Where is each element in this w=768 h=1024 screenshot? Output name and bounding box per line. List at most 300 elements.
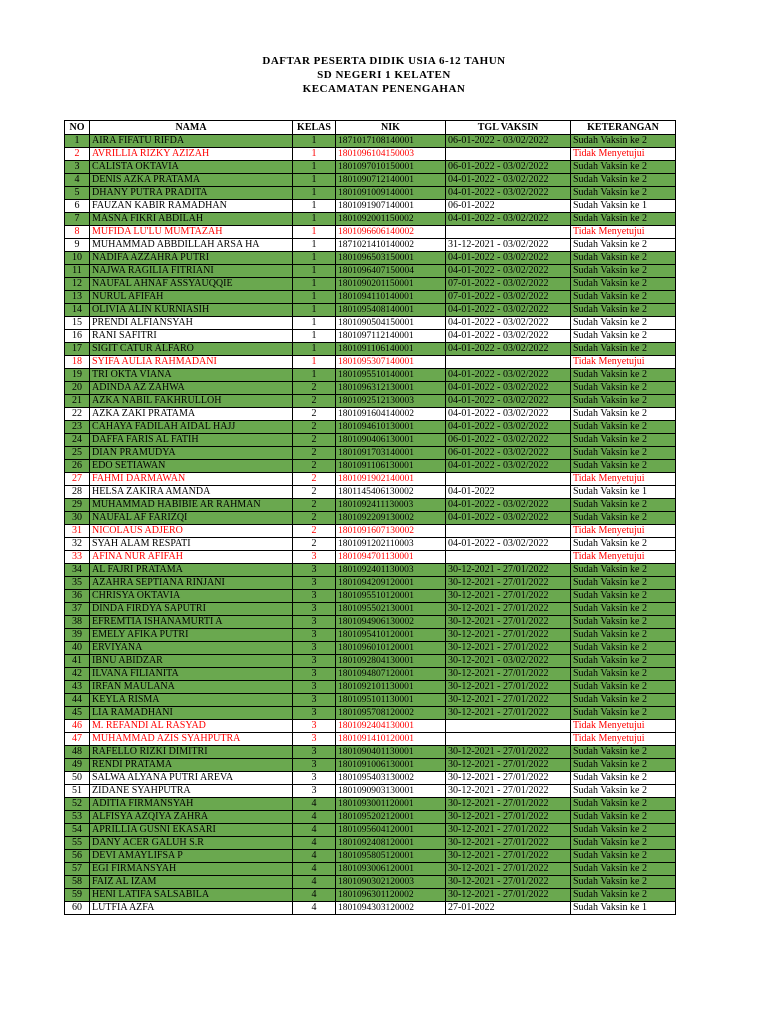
table-row bbox=[65, 512, 676, 525]
cell-nama: OLIVIA ALIN KURNIASIH bbox=[90, 304, 293, 317]
cell-nik: 1801095307140001 bbox=[336, 356, 446, 369]
cell-nik: 1801096312130001 bbox=[336, 382, 446, 395]
cell-nama: SYIFA AULIA RAHMADANI bbox=[90, 356, 293, 369]
cell-nama: LUTFIA AZFA bbox=[90, 902, 293, 915]
cell-nik: 1801096503150001 bbox=[336, 252, 446, 265]
cell-nama: NICOLAUS ADJERO bbox=[90, 525, 293, 538]
cell-keterangan: Sudah Vaksin ke 2 bbox=[571, 759, 676, 772]
cell-keterangan: Sudah Vaksin ke 2 bbox=[571, 772, 676, 785]
cell-keterangan: Sudah Vaksin ke 1 bbox=[571, 902, 676, 915]
cell-keterangan: Tidak Menyetujui bbox=[571, 226, 676, 239]
cell-nik: 1801091410120001 bbox=[336, 733, 446, 746]
cell-no: 58 bbox=[65, 876, 90, 889]
cell-tgl-vaksin: 04-01-2022 - 03/02/2022 bbox=[446, 395, 571, 408]
cell-tgl-vaksin: 30-12-2021 - 03/02/2022 bbox=[446, 655, 571, 668]
table-row bbox=[65, 265, 676, 278]
cell-keterangan: Sudah Vaksin ke 2 bbox=[571, 538, 676, 551]
cell-no: 28 bbox=[65, 486, 90, 499]
cell-no: 20 bbox=[65, 382, 90, 395]
cell-nama: NAUFAL AF FARIZQI bbox=[90, 512, 293, 525]
cell-keterangan: Sudah Vaksin ke 2 bbox=[571, 564, 676, 577]
cell-nik: 1801094209120001 bbox=[336, 577, 446, 590]
cell-tgl-vaksin: 04-01-2022 bbox=[446, 486, 571, 499]
cell-keterangan: Sudah Vaksin ke 2 bbox=[571, 850, 676, 863]
cell-tgl-vaksin: 06-01-2022 - 03/02/2022 bbox=[446, 447, 571, 460]
cell-nik: 1801092512130003 bbox=[336, 395, 446, 408]
cell-tgl-vaksin: 30-12-2021 - 27/01/2022 bbox=[446, 889, 571, 902]
table-row bbox=[65, 863, 676, 876]
cell-keterangan: Tidak Menyetujui bbox=[571, 356, 676, 369]
table-row bbox=[65, 889, 676, 902]
cell-no: 2 bbox=[65, 148, 90, 161]
cell-kelas: 3 bbox=[293, 681, 336, 694]
cell-tgl-vaksin: 07-01-2022 - 03/02/2022 bbox=[446, 278, 571, 291]
cell-kelas: 2 bbox=[293, 499, 336, 512]
cell-nama: IRFAN MAULANA bbox=[90, 681, 293, 694]
cell-nik: 1801090302120003 bbox=[336, 876, 446, 889]
cell-kelas: 2 bbox=[293, 512, 336, 525]
cell-keterangan: Sudah Vaksin ke 2 bbox=[571, 278, 676, 291]
col-header-no: NO bbox=[65, 121, 90, 135]
table-row bbox=[65, 707, 676, 720]
cell-tgl-vaksin: 04-01-2022 - 03/02/2022 bbox=[446, 213, 571, 226]
cell-keterangan: Sudah Vaksin ke 2 bbox=[571, 603, 676, 616]
cell-nik: 1801091006130001 bbox=[336, 759, 446, 772]
cell-nik: 1871017108140001 bbox=[336, 135, 446, 148]
cell-tgl-vaksin: 30-12-2021 - 27/01/2022 bbox=[446, 694, 571, 707]
cell-tgl-vaksin: 04-01-2022 - 03/02/2022 bbox=[446, 538, 571, 551]
cell-nama: MUHAMMAD HABIBIE AR RAHMAN bbox=[90, 499, 293, 512]
cell-kelas: 2 bbox=[293, 447, 336, 460]
cell-no: 1 bbox=[65, 135, 90, 148]
cell-keterangan: Sudah Vaksin ke 2 bbox=[571, 512, 676, 525]
cell-nama: AZAHRA SEPTIANA RINJANI bbox=[90, 577, 293, 590]
col-header-tgl-vaksin: TGL VAKSIN bbox=[446, 121, 571, 135]
table-row bbox=[65, 161, 676, 174]
cell-keterangan: Sudah Vaksin ke 2 bbox=[571, 395, 676, 408]
cell-no: 34 bbox=[65, 564, 90, 577]
cell-keterangan: Sudah Vaksin ke 2 bbox=[571, 291, 676, 304]
cell-nik: 1801094610130001 bbox=[336, 421, 446, 434]
cell-nik: 1801096407150004 bbox=[336, 265, 446, 278]
table-row bbox=[65, 759, 676, 772]
table-row bbox=[65, 603, 676, 616]
cell-kelas: 1 bbox=[293, 174, 336, 187]
table-row bbox=[65, 629, 676, 642]
cell-no: 59 bbox=[65, 889, 90, 902]
cell-kelas: 3 bbox=[293, 668, 336, 681]
table-row bbox=[65, 746, 676, 759]
cell-keterangan: Sudah Vaksin ke 2 bbox=[571, 590, 676, 603]
cell-no: 4 bbox=[65, 174, 90, 187]
table-row bbox=[65, 408, 676, 421]
cell-no: 49 bbox=[65, 759, 90, 772]
cell-kelas: 3 bbox=[293, 603, 336, 616]
cell-tgl-vaksin: 04-01-2022 - 03/02/2022 bbox=[446, 304, 571, 317]
table-row bbox=[65, 447, 676, 460]
cell-nama: AIRA FIFATU RIFDA bbox=[90, 135, 293, 148]
cell-nik: 1801095502130001 bbox=[336, 603, 446, 616]
table-row bbox=[65, 239, 676, 252]
cell-nik: 1801092101130001 bbox=[336, 681, 446, 694]
cell-tgl-vaksin: 30-12-2021 - 27/01/2022 bbox=[446, 876, 571, 889]
cell-kelas: 1 bbox=[293, 291, 336, 304]
cell-no: 33 bbox=[65, 551, 90, 564]
cell-kelas: 1 bbox=[293, 343, 336, 356]
participant-table bbox=[64, 120, 676, 915]
cell-keterangan: Sudah Vaksin ke 2 bbox=[571, 304, 676, 317]
cell-tgl-vaksin: 04-01-2022 - 03/02/2022 bbox=[446, 408, 571, 421]
cell-nik: 1801093001120001 bbox=[336, 798, 446, 811]
cell-no: 18 bbox=[65, 356, 90, 369]
col-header-keterangan: KETERANGAN bbox=[571, 121, 676, 135]
cell-tgl-vaksin: 04-01-2022 - 03/02/2022 bbox=[446, 187, 571, 200]
cell-kelas: 3 bbox=[293, 551, 336, 564]
cell-kelas: 3 bbox=[293, 772, 336, 785]
cell-keterangan: Sudah Vaksin ke 2 bbox=[571, 694, 676, 707]
cell-no: 51 bbox=[65, 785, 90, 798]
cell-no: 38 bbox=[65, 616, 90, 629]
cell-nama: DIAN PRAMUDYA bbox=[90, 447, 293, 460]
cell-no: 14 bbox=[65, 304, 90, 317]
cell-tgl-vaksin: 04-01-2022 - 03/02/2022 bbox=[446, 460, 571, 473]
cell-nama: ERVIYANA bbox=[90, 642, 293, 655]
cell-no: 37 bbox=[65, 603, 90, 616]
cell-tgl-vaksin: 06-01-2022 bbox=[446, 200, 571, 213]
cell-kelas: 4 bbox=[293, 850, 336, 863]
cell-keterangan: Sudah Vaksin ke 2 bbox=[571, 746, 676, 759]
cell-nama: TRI OKTA VIANA bbox=[90, 369, 293, 382]
cell-no: 39 bbox=[65, 629, 90, 642]
cell-tgl-vaksin: 27-01-2022 bbox=[446, 902, 571, 915]
cell-tgl-vaksin: 04-01-2022 - 03/02/2022 bbox=[446, 499, 571, 512]
cell-nik: 1801095805120001 bbox=[336, 850, 446, 863]
cell-keterangan: Sudah Vaksin ke 2 bbox=[571, 460, 676, 473]
cell-keterangan: Sudah Vaksin ke 2 bbox=[571, 135, 676, 148]
cell-tgl-vaksin: 07-01-2022 - 03/02/2022 bbox=[446, 291, 571, 304]
cell-keterangan: Sudah Vaksin ke 2 bbox=[571, 629, 676, 642]
cell-keterangan: Tidak Menyetujui bbox=[571, 720, 676, 733]
cell-keterangan: Sudah Vaksin ke 2 bbox=[571, 642, 676, 655]
cell-nik: 1801090504150001 bbox=[336, 317, 446, 330]
cell-nama: NURUL AFIFAH bbox=[90, 291, 293, 304]
cell-nama: DANY ACER GALUH S.R bbox=[90, 837, 293, 850]
cell-keterangan: Sudah Vaksin ke 2 bbox=[571, 577, 676, 590]
cell-nik: 1801091907140001 bbox=[336, 200, 446, 213]
cell-keterangan: Sudah Vaksin ke 1 bbox=[571, 486, 676, 499]
table-row bbox=[65, 525, 676, 538]
cell-kelas: 3 bbox=[293, 785, 336, 798]
cell-nama: EDO SETIAWAN bbox=[90, 460, 293, 473]
cell-nik: 1801097010150001 bbox=[336, 161, 446, 174]
table-row bbox=[65, 798, 676, 811]
cell-kelas: 2 bbox=[293, 382, 336, 395]
cell-kelas: 3 bbox=[293, 707, 336, 720]
table-row bbox=[65, 135, 676, 148]
cell-nama: NADIFA AZZAHRA PUTRI bbox=[90, 252, 293, 265]
cell-kelas: 4 bbox=[293, 902, 336, 915]
cell-kelas: 3 bbox=[293, 655, 336, 668]
cell-nik: 1801096010120001 bbox=[336, 642, 446, 655]
cell-nama: CAHAYA FADILAH AIDAL HAJJ bbox=[90, 421, 293, 434]
table-row bbox=[65, 902, 676, 915]
cell-nik: 1801095202120001 bbox=[336, 811, 446, 824]
cell-nik: 1801096104150003 bbox=[336, 148, 446, 161]
cell-nik: 1801091009140001 bbox=[336, 187, 446, 200]
cell-nama: ILVANA FILIANITA bbox=[90, 668, 293, 681]
cell-nama: NAJWA RAGILIA FITRIANI bbox=[90, 265, 293, 278]
cell-nama: DINDA FIRDYA SAPUTRI bbox=[90, 603, 293, 616]
cell-nama: FAHMI DARMAWAN bbox=[90, 473, 293, 486]
cell-no: 55 bbox=[65, 837, 90, 850]
cell-nik: 1801092411130003 bbox=[336, 499, 446, 512]
cell-keterangan: Sudah Vaksin ke 2 bbox=[571, 707, 676, 720]
cell-no: 44 bbox=[65, 694, 90, 707]
cell-no: 3 bbox=[65, 161, 90, 174]
cell-kelas: 1 bbox=[293, 239, 336, 252]
cell-nama: RENDI PRATAMA bbox=[90, 759, 293, 772]
cell-kelas: 3 bbox=[293, 629, 336, 642]
table-row bbox=[65, 434, 676, 447]
table-row bbox=[65, 499, 676, 512]
cell-nama: EGI FIRMANSYAH bbox=[90, 863, 293, 876]
cell-kelas: 1 bbox=[293, 265, 336, 278]
table-row bbox=[65, 278, 676, 291]
cell-no: 54 bbox=[65, 824, 90, 837]
table-row bbox=[65, 772, 676, 785]
cell-tgl-vaksin: 04-01-2022 - 03/02/2022 bbox=[446, 512, 571, 525]
cell-kelas: 3 bbox=[293, 759, 336, 772]
cell-kelas: 4 bbox=[293, 876, 336, 889]
cell-keterangan: Tidak Menyetujui bbox=[571, 551, 676, 564]
district-name: KECAMATAN PENENGAHAN bbox=[302, 83, 466, 95]
cell-nik: 1801095510140001 bbox=[336, 369, 446, 382]
cell-no: 42 bbox=[65, 668, 90, 681]
cell-keterangan: Tidak Menyetujui bbox=[571, 733, 676, 746]
table-row bbox=[65, 837, 676, 850]
cell-no: 45 bbox=[65, 707, 90, 720]
table-row bbox=[65, 213, 676, 226]
cell-nama: MASNA FIKRI ABDILAH bbox=[90, 213, 293, 226]
cell-nama: HELSA ZAKIRA AMANDA bbox=[90, 486, 293, 499]
cell-nama: ALFISYA AZQIYA ZAHRA bbox=[90, 811, 293, 824]
cell-no: 46 bbox=[65, 720, 90, 733]
cell-no: 7 bbox=[65, 213, 90, 226]
cell-no: 56 bbox=[65, 850, 90, 863]
cell-nik: 1801095101130001 bbox=[336, 694, 446, 707]
col-header-kelas: KELAS bbox=[293, 121, 336, 135]
cell-nama: FAUZAN KABIR RAMADHAN bbox=[90, 200, 293, 213]
cell-kelas: 2 bbox=[293, 421, 336, 434]
cell-keterangan: Sudah Vaksin ke 2 bbox=[571, 330, 676, 343]
cell-no: 40 bbox=[65, 642, 90, 655]
cell-tgl-vaksin bbox=[446, 525, 571, 538]
table-row bbox=[65, 304, 676, 317]
cell-no: 21 bbox=[65, 395, 90, 408]
cell-kelas: 1 bbox=[293, 278, 336, 291]
cell-keterangan: Sudah Vaksin ke 2 bbox=[571, 798, 676, 811]
cell-nama: PRENDI ALFIANSYAH bbox=[90, 317, 293, 330]
cell-kelas: 3 bbox=[293, 577, 336, 590]
cell-keterangan: Sudah Vaksin ke 2 bbox=[571, 863, 676, 876]
table-row bbox=[65, 382, 676, 395]
table-row bbox=[65, 174, 676, 187]
cell-tgl-vaksin: 30-12-2021 - 27/01/2022 bbox=[446, 850, 571, 863]
cell-no: 36 bbox=[65, 590, 90, 603]
cell-no: 11 bbox=[65, 265, 90, 278]
cell-no: 53 bbox=[65, 811, 90, 824]
cell-nik: 1801092401130003 bbox=[336, 564, 446, 577]
cell-kelas: 3 bbox=[293, 564, 336, 577]
cell-nama: LIA RAMADHANI bbox=[90, 707, 293, 720]
table-row bbox=[65, 356, 676, 369]
cell-tgl-vaksin: 04-01-2022 - 03/02/2022 bbox=[446, 330, 571, 343]
cell-no: 41 bbox=[65, 655, 90, 668]
cell-nik: 1801091902140001 bbox=[336, 473, 446, 486]
cell-keterangan: Sudah Vaksin ke 1 bbox=[571, 200, 676, 213]
cell-nik: 1801095408140001 bbox=[336, 304, 446, 317]
cell-kelas: 1 bbox=[293, 187, 336, 200]
cell-nama: MUHAMMAD ABBDILLAH ARSA HA bbox=[90, 239, 293, 252]
cell-nik: 1801090201150001 bbox=[336, 278, 446, 291]
cell-nik: 1801094701130001 bbox=[336, 551, 446, 564]
cell-nik: 1801094110140001 bbox=[336, 291, 446, 304]
cell-tgl-vaksin bbox=[446, 356, 571, 369]
cell-no: 43 bbox=[65, 681, 90, 694]
cell-nama: AL FAJRI PRATAMA bbox=[90, 564, 293, 577]
cell-tgl-vaksin: 06-01-2022 - 03/02/2022 bbox=[446, 161, 571, 174]
cell-kelas: 3 bbox=[293, 616, 336, 629]
table-row bbox=[65, 668, 676, 681]
cell-no: 16 bbox=[65, 330, 90, 343]
cell-tgl-vaksin: 04-01-2022 - 03/02/2022 bbox=[446, 382, 571, 395]
cell-no: 29 bbox=[65, 499, 90, 512]
cell-kelas: 3 bbox=[293, 733, 336, 746]
cell-nik: 1801091106130001 bbox=[336, 460, 446, 473]
cell-nik: 1801095403130002 bbox=[336, 772, 446, 785]
cell-kelas: 4 bbox=[293, 837, 336, 850]
cell-nik: 1801096301120002 bbox=[336, 889, 446, 902]
cell-keterangan: Tidak Menyetujui bbox=[571, 148, 676, 161]
cell-no: 35 bbox=[65, 577, 90, 590]
cell-tgl-vaksin: 30-12-2021 - 27/01/2022 bbox=[446, 616, 571, 629]
cell-no: 12 bbox=[65, 278, 90, 291]
cell-tgl-vaksin: 06-01-2022 - 03/02/2022 bbox=[446, 434, 571, 447]
cell-kelas: 2 bbox=[293, 460, 336, 473]
cell-kelas: 3 bbox=[293, 720, 336, 733]
cell-nik: 1801092408120001 bbox=[336, 837, 446, 850]
cell-tgl-vaksin: 31-12-2021 - 03/02/2022 bbox=[446, 239, 571, 252]
cell-nama: AVRILLIA RIZKY AZIZAH bbox=[90, 148, 293, 161]
cell-keterangan: Sudah Vaksin ke 2 bbox=[571, 252, 676, 265]
table-row bbox=[65, 369, 676, 382]
cell-keterangan: Sudah Vaksin ke 2 bbox=[571, 174, 676, 187]
table-row bbox=[65, 343, 676, 356]
cell-tgl-vaksin: 30-12-2021 - 27/01/2022 bbox=[446, 746, 571, 759]
cell-nik: 1801091604140002 bbox=[336, 408, 446, 421]
cell-nama: KEYLA RISMA bbox=[90, 694, 293, 707]
cell-nama: AFINA NUR AFIFAH bbox=[90, 551, 293, 564]
cell-tgl-vaksin: 04-01-2022 - 03/02/2022 bbox=[446, 369, 571, 382]
cell-tgl-vaksin bbox=[446, 473, 571, 486]
cell-kelas: 1 bbox=[293, 317, 336, 330]
table-row bbox=[65, 681, 676, 694]
cell-tgl-vaksin: 30-12-2021 - 27/01/2022 bbox=[446, 837, 571, 850]
cell-nama: DEVI AMAYLIFSA P bbox=[90, 850, 293, 863]
cell-keterangan: Sudah Vaksin ke 2 bbox=[571, 317, 676, 330]
cell-no: 50 bbox=[65, 772, 90, 785]
cell-nama: NAUFAL AHNAF ASSYAUQQIE bbox=[90, 278, 293, 291]
cell-nik: 1801097112140001 bbox=[336, 330, 446, 343]
cell-nik: 1801095410120001 bbox=[336, 629, 446, 642]
cell-tgl-vaksin: 04-01-2022 - 03/02/2022 bbox=[446, 174, 571, 187]
cell-nik: 1801095510120001 bbox=[336, 590, 446, 603]
table-row bbox=[65, 486, 676, 499]
cell-kelas: 2 bbox=[293, 473, 336, 486]
cell-tgl-vaksin: 30-12-2021 - 27/01/2022 bbox=[446, 785, 571, 798]
cell-tgl-vaksin: 30-12-2021 - 27/01/2022 bbox=[446, 577, 571, 590]
cell-kelas: 2 bbox=[293, 408, 336, 421]
doc-title: DAFTAR PESERTA DIDIK USIA 6-12 TAHUN bbox=[262, 55, 506, 67]
cell-tgl-vaksin: 06-01-2022 - 03/02/2022 bbox=[446, 135, 571, 148]
cell-kelas: 1 bbox=[293, 356, 336, 369]
cell-tgl-vaksin: 04-01-2022 - 03/02/2022 bbox=[446, 252, 571, 265]
cell-no: 22 bbox=[65, 408, 90, 421]
cell-nama: APRILLIA GUSNI EKASARI bbox=[90, 824, 293, 837]
cell-keterangan: Sudah Vaksin ke 2 bbox=[571, 824, 676, 837]
cell-no: 31 bbox=[65, 525, 90, 538]
cell-kelas: 3 bbox=[293, 694, 336, 707]
table-row bbox=[65, 850, 676, 863]
cell-nama: DENIS AZKA PRATAMA bbox=[90, 174, 293, 187]
cell-nik: 1801096606140002 bbox=[336, 226, 446, 239]
cell-kelas: 1 bbox=[293, 135, 336, 148]
cell-nik: 1871021410140002 bbox=[336, 239, 446, 252]
table-row bbox=[65, 720, 676, 733]
cell-nik: 1801095708120002 bbox=[336, 707, 446, 720]
cell-keterangan: Sudah Vaksin ke 2 bbox=[571, 213, 676, 226]
table-row bbox=[65, 421, 676, 434]
table-row bbox=[65, 551, 676, 564]
cell-keterangan: Sudah Vaksin ke 2 bbox=[571, 876, 676, 889]
cell-kelas: 2 bbox=[293, 525, 336, 538]
cell-keterangan: Sudah Vaksin ke 2 bbox=[571, 343, 676, 356]
table-row bbox=[65, 642, 676, 655]
table-header-row bbox=[65, 121, 676, 135]
cell-keterangan: Tidak Menyetujui bbox=[571, 473, 676, 486]
table-row bbox=[65, 252, 676, 265]
cell-keterangan: Sudah Vaksin ke 2 bbox=[571, 434, 676, 447]
cell-no: 57 bbox=[65, 863, 90, 876]
cell-no: 6 bbox=[65, 200, 90, 213]
table-row bbox=[65, 395, 676, 408]
cell-nik: 1801092404130001 bbox=[336, 720, 446, 733]
cell-keterangan: Sudah Vaksin ke 2 bbox=[571, 265, 676, 278]
cell-kelas: 1 bbox=[293, 148, 336, 161]
cell-keterangan: Sudah Vaksin ke 2 bbox=[571, 499, 676, 512]
cell-kelas: 1 bbox=[293, 161, 336, 174]
cell-nama: EFREMTIA ISHANAMURTI A bbox=[90, 616, 293, 629]
cell-tgl-vaksin: 30-12-2021 - 27/01/2022 bbox=[446, 590, 571, 603]
cell-no: 15 bbox=[65, 317, 90, 330]
cell-kelas: 2 bbox=[293, 395, 336, 408]
cell-nama: ZIDANE SYAHPUTRA bbox=[90, 785, 293, 798]
table-row bbox=[65, 876, 676, 889]
cell-keterangan: Sudah Vaksin ke 2 bbox=[571, 668, 676, 681]
table-row bbox=[65, 590, 676, 603]
cell-nik: 1801094807120001 bbox=[336, 668, 446, 681]
table-row bbox=[65, 148, 676, 161]
